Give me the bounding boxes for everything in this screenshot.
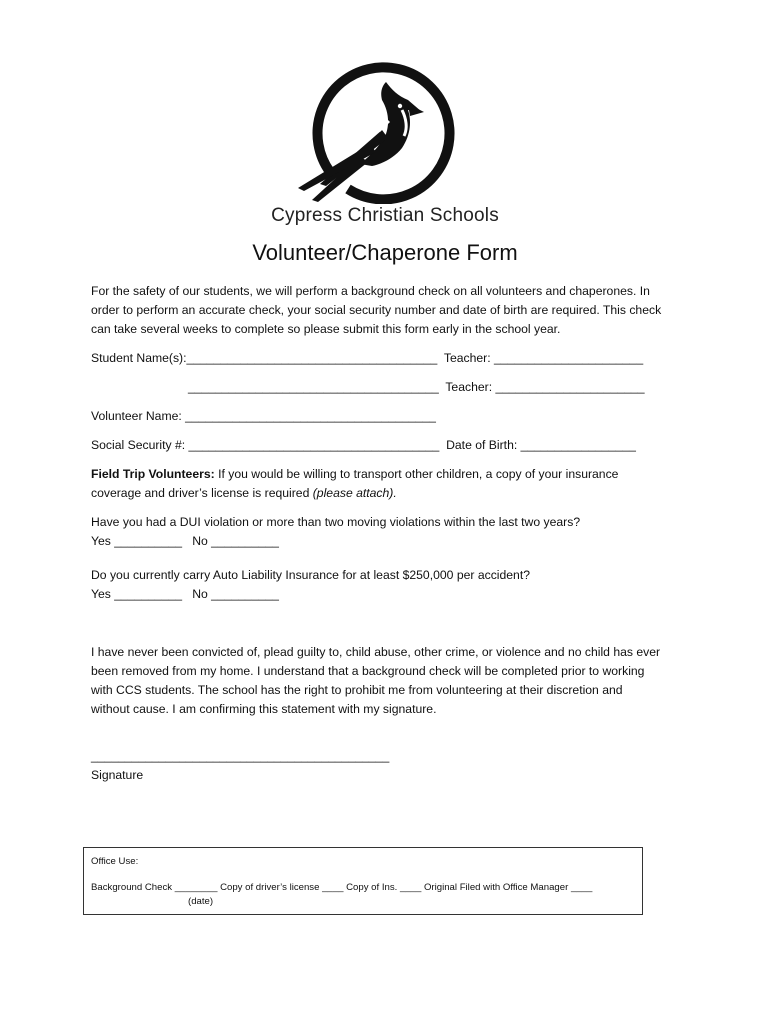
- student-names-field-2[interactable]: _____________________________________ Teacher: ______________________: [188, 380, 645, 394]
- volunteer-name-field[interactable]: Volunteer Name: _____________________________________: [91, 409, 436, 423]
- office-use-date-note: (date): [188, 896, 214, 907]
- statement-line: I have never been convicted of, plead guilty to, child abuse, other crime, or violence and no child has ever: [91, 645, 661, 659]
- statement-line: been removed from my home. I understand that a background check will be completed prior to working: [91, 664, 645, 678]
- school-name: Cypress Christian Schools: [271, 205, 499, 226]
- statement-line: with CCS students. The school has the right to prohibit me from volunteering at their discretion and: [91, 683, 623, 697]
- office-use-box: [83, 847, 643, 915]
- signature-line[interactable]: ____________________________________________: [91, 749, 390, 763]
- field-trip-line: [91, 467, 618, 481]
- statement-line: without cause. I am confirming this statement with my signature.: [91, 702, 437, 716]
- field-trip-text-2: coverage and driver’s license is required: [91, 486, 313, 500]
- dui-answer[interactable]: Yes __________ No __________: [91, 534, 279, 548]
- insurance-answer[interactable]: Yes __________ No __________: [91, 587, 279, 601]
- signature-label: Signature: [91, 768, 144, 782]
- cardinal-logo-icon: [290, 52, 460, 204]
- insurance-question: Do you currently carry Auto Liability Insurance for at least $250,000 per accident?: [91, 568, 530, 582]
- office-use-title: Office Use:: [91, 856, 139, 867]
- form-title: Volunteer/Chaperone Form: [252, 240, 518, 265]
- office-use-checklist: Background Check ________ Copy of driver’s license ____ Copy of Ins. ____ Original Filed with Office Manager ____: [91, 882, 593, 893]
- dui-question: Have you had a DUI violation or more than two moving violations within the last two years?: [91, 515, 581, 529]
- intro-line: can take several weeks to complete so please submit this form early in the school year.: [91, 322, 561, 336]
- intro-line: order to perform an accurate check, your social security number and date of birth are required. This check: [91, 303, 662, 317]
- field-trip-label: Field Trip Volunteers:: [91, 467, 215, 481]
- please-attach-note: (please attach).: [312, 486, 397, 500]
- student-names-field[interactable]: Student Name(s):_____________________________________ Teacher: ______________________: [91, 351, 644, 365]
- intro-line: For the safety of our students, we will perform a background check on all volunteers and chaperones. In: [91, 284, 650, 298]
- ssn-dob-field[interactable]: Social Security #: _____________________________________ Date of Birth: _________________: [91, 438, 636, 452]
- field-trip-text: If you would be willing to transport other children, a copy of your insurance: [214, 467, 619, 481]
- field-trip-line-2: [91, 486, 397, 500]
